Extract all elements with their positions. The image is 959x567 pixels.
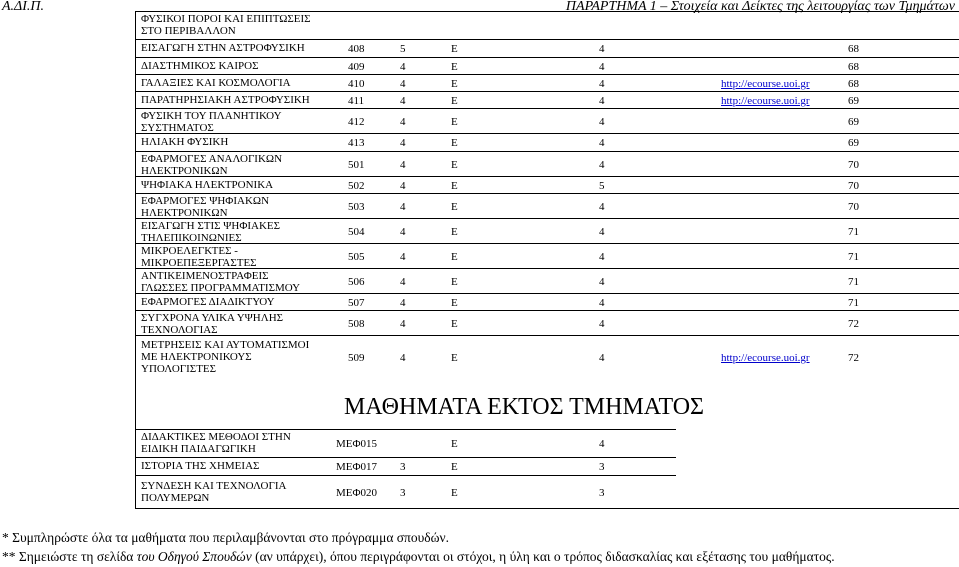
- course-name: [141, 43, 305, 55]
- course-name-line: ΜΕ ΗΛΕΚΤΡΟΝΙΚΟΥΣ: [141, 351, 252, 363]
- course-name-line: ΔΙΔΑΚΤΙΚΕΣ ΜΕΘΟΔΟΙ ΣΤΗΝ: [141, 431, 291, 443]
- course-name-line: ΗΛΙΑΚΗ ΦΥΣΙΚΗ: [141, 136, 229, 148]
- course-name-line: ΜΕΤΡΗΣΕΙΣ ΚΑΙ ΑΥΤΟΜΑΤΙΣΜΟΙ: [141, 339, 310, 351]
- course-name: [141, 180, 273, 192]
- table-row: [136, 108, 959, 134]
- course-code: 408: [348, 43, 365, 55]
- course-name: [141, 95, 310, 107]
- course-name-line: ΣΥΓΧΡΟΝΑ ΥΛΙΚΑ ΥΨΗΛΗΣ: [141, 312, 284, 324]
- course-credits: 4: [400, 137, 406, 149]
- course-code: 508: [348, 318, 365, 330]
- course-hours: 4: [599, 438, 605, 450]
- table-row: [136, 243, 959, 269]
- course-name-line: ΤΗΛΕΠΙΚΟΙΝΩΝΙΕΣ: [141, 232, 242, 244]
- course-page: 69: [848, 137, 859, 149]
- course-credits: 3: [400, 487, 406, 499]
- courses-table: [135, 11, 959, 509]
- footnote-2: [2, 549, 835, 564]
- course-page: 69: [848, 95, 859, 107]
- course-code: 410: [348, 78, 365, 90]
- course-link[interactable]: http://ecourse.uoi.gr: [721, 78, 810, 90]
- course-credits: 4: [400, 226, 406, 238]
- course-credits: 4: [400, 297, 406, 309]
- course-name-line: ΤΕΧΝΟΛΟΓΙΑΣ: [141, 324, 218, 336]
- course-code: 412: [348, 116, 365, 128]
- course-type: Ε: [451, 438, 458, 450]
- footnote-2-start: ** Σημειώστε τη σελίδα: [2, 549, 137, 564]
- table-row: [136, 74, 959, 92]
- course-code: 502: [348, 180, 365, 192]
- course-name: [141, 340, 309, 376]
- course-credits: 4: [400, 180, 406, 192]
- course-name: [141, 313, 283, 337]
- table-row: [136, 268, 959, 294]
- course-page: 71: [848, 251, 859, 263]
- course-page: 72: [848, 318, 859, 330]
- course-hours: 4: [599, 43, 605, 55]
- course-name: [141, 61, 259, 73]
- course-name-line: ΑΝΤΙΚΕΙΜΕΝΟΣΤΡΑΦΕΙΣ: [141, 270, 269, 282]
- course-name-line: ΜΙΚΡΟΕΠΕΞΕΡΓΑΣΤΕΣ: [141, 257, 257, 269]
- course-type: Ε: [451, 276, 458, 288]
- course-credits: 4: [400, 95, 406, 107]
- course-name-line: ΕΦΑΡΜΟΓΕΣ ΔΙΑΔΙΚΤΥΟΥ: [141, 296, 275, 308]
- course-hours: 5: [599, 180, 605, 192]
- course-code: 409: [348, 61, 365, 73]
- course-code: 506: [348, 276, 365, 288]
- course-name-line: ΓΑΛΑΞΙΕΣ ΚΑΙ ΚΟΣΜΟΛΟΓΙΑ: [141, 77, 291, 89]
- table-row: [136, 310, 959, 336]
- table-row: [136, 57, 959, 75]
- course-page: 70: [848, 180, 859, 192]
- course-name-line: ΗΛΕΚΤΡΟΝΙΚΩΝ: [141, 207, 228, 219]
- course-hours: 4: [599, 276, 605, 288]
- table-row: [136, 39, 959, 58]
- course-page: 68: [848, 61, 859, 73]
- course-credits: 4: [400, 276, 406, 288]
- course-credits: 4: [400, 318, 406, 330]
- course-name-line: ΕΙΔΙΚΗ ΠΑΙΔΑΓΩΓΙΚΗ: [141, 443, 256, 455]
- course-hours: 3: [599, 487, 605, 499]
- course-hours: 4: [599, 318, 605, 330]
- course-type: Ε: [451, 251, 458, 263]
- course-hours: 4: [599, 159, 605, 171]
- course-type: Ε: [451, 43, 458, 55]
- course-code: 413: [348, 137, 365, 149]
- course-page: 71: [848, 226, 859, 238]
- course-type: Ε: [451, 61, 458, 73]
- course-hours: 4: [599, 226, 605, 238]
- table-row: [136, 151, 959, 177]
- course-credits: 5: [400, 43, 406, 55]
- course-hours: 4: [599, 61, 605, 73]
- course-code: 507: [348, 297, 365, 309]
- course-type: Ε: [451, 137, 458, 149]
- course-name-line: ΦΥΣΙΚΟΙ ΠΟΡΟΙ ΚΑΙ ΕΠΙΠΤΩΣΕΙΣ: [141, 13, 311, 25]
- course-hours: 4: [599, 78, 605, 90]
- course-type: Ε: [451, 78, 458, 90]
- course-name-line: ΕΦΑΡΜΟΓΕΣ ΨΗΦΙΑΚΩΝ: [141, 195, 270, 207]
- table-row: [136, 176, 959, 194]
- course-name-line: ΜΙΚΡΟΕΛΕΓΚΤΕΣ -: [141, 245, 238, 257]
- course-credits: 4: [400, 159, 406, 171]
- course-name: [141, 271, 300, 295]
- course-hours: 3: [599, 461, 605, 473]
- course-type: Ε: [451, 352, 458, 364]
- course-hours: 4: [599, 116, 605, 128]
- course-code: 504: [348, 226, 365, 238]
- table-row: [136, 475, 676, 509]
- course-name: [141, 221, 280, 245]
- course-page: 68: [848, 78, 859, 90]
- course-credits: 4: [400, 116, 406, 128]
- table-row: [136, 335, 959, 379]
- course-hours: 4: [599, 297, 605, 309]
- course-code: 509: [348, 352, 365, 364]
- course-name-line: ΦΥΣΙΚΗ ΤΟΥ ΠΛΑΝΗΤΙΚΟΥ: [141, 110, 282, 122]
- course-hours: 4: [599, 352, 605, 364]
- course-name: [141, 461, 259, 473]
- table-row: [136, 218, 959, 244]
- course-name: [141, 297, 275, 309]
- course-type: Ε: [451, 461, 458, 473]
- course-page: 72: [848, 352, 859, 364]
- header-right: ΠΑΡΑΡΤΗΜΑ 1 – Στοιχεία και Δείκτες της λειτουργίας των Τμημάτων: [565, 0, 955, 14]
- course-name-line: ΕΦΑΡΜΟΓΕΣ ΑΝΑΛΟΓΙΚΩΝ: [141, 153, 283, 165]
- course-name: [141, 196, 269, 220]
- course-code: ΜΕΦ017: [336, 461, 378, 473]
- course-name: [141, 481, 286, 505]
- course-code: 505: [348, 251, 365, 263]
- course-name-line: ΠΟΛΥΜΕΡΩΝ: [141, 492, 210, 504]
- course-link[interactable]: http://ecourse.uoi.gr: [721, 352, 810, 364]
- course-hours: 4: [599, 137, 605, 149]
- course-type: Ε: [451, 226, 458, 238]
- course-name-line: ΗΛΕΚΤΡΟΝΙΚΩΝ: [141, 165, 228, 177]
- course-name-line: ΣΥΝΔΕΣΗ ΚΑΙ ΤΕΧΝΟΛΟΓΙΑ: [141, 480, 287, 492]
- course-name-line: ΣΤΟ ΠΕΡΙΒΑΛΛΟΝ: [141, 25, 236, 37]
- course-name: [141, 137, 228, 149]
- course-link[interactable]: http://ecourse.uoi.gr: [721, 95, 810, 107]
- course-type: Ε: [451, 159, 458, 171]
- course-type: Ε: [451, 201, 458, 213]
- course-page: 71: [848, 297, 859, 309]
- section-title: ΜΑΘΗΜΑΤΑ ΕΚΤΟΣ ΤΜΗΜΑΤΟΣ: [343, 394, 705, 420]
- course-credits: 4: [400, 201, 406, 213]
- course-name-line: ΓΛΩΣΣΕΣ ΠΡΟΓΡΑΜΜΑΤΙΣΜΟΥ: [141, 282, 301, 294]
- table-row: [136, 293, 959, 311]
- course-type: Ε: [451, 318, 458, 330]
- table-row: [136, 11, 959, 40]
- course-hours: 4: [599, 251, 605, 263]
- table-row: [136, 429, 676, 458]
- course-type: Ε: [451, 180, 458, 192]
- course-hours: 4: [599, 201, 605, 213]
- course-code: 503: [348, 201, 365, 213]
- course-name: [141, 78, 291, 90]
- course-name: [141, 432, 291, 456]
- course-type: Ε: [451, 297, 458, 309]
- table-row: [136, 133, 959, 152]
- course-credits: 4: [400, 78, 406, 90]
- course-page: 69: [848, 116, 859, 128]
- header-left: Α.ΔΙ.Π.: [2, 0, 45, 14]
- course-name-line: ΥΠΟΛΟΓΙΣΤΕΣ: [141, 363, 217, 375]
- course-page: 71: [848, 276, 859, 288]
- course-credits: 4: [400, 251, 406, 263]
- course-name-line: ΔΙΑΣΤΗΜΙΚΟΣ ΚΑΙΡΟΣ: [141, 60, 259, 72]
- course-name: [141, 14, 311, 38]
- course-name-line: ΙΣΤΟΡΙΑ ΤΗΣ ΧΗΜΕΙΑΣ: [141, 460, 260, 472]
- course-code: 411: [348, 95, 365, 107]
- course-name-line: ΕΙΣΑΓΩΓΗ ΣΤΙΣ ΨΗΦΙΑΚΕΣ: [141, 220, 281, 232]
- course-code: 501: [348, 159, 365, 171]
- course-name-line: ΕΙΣΑΓΩΓΗ ΣΤΗΝ ΑΣΤΡΟΦΥΣΙΚΗ: [141, 42, 305, 54]
- course-type: Ε: [451, 487, 458, 499]
- course-credits: 4: [400, 61, 406, 73]
- course-page: 70: [848, 159, 859, 171]
- footnote-2-end: (αν υπάρχει), όπου περιγράφονται οι στόχοι, η ύλη και ο τρόπος διδασκαλίας και εξέτασης του μαθήματος.: [251, 549, 835, 564]
- course-type: Ε: [451, 95, 458, 107]
- footnote-2-italic: του Οδηγού Σπουδών: [136, 549, 252, 564]
- footnote-1: * Συμπληρώστε όλα τα μαθήματα που περιλαμβάνονται στο πρόγραμμα σπουδών.: [2, 530, 450, 545]
- table-row: [136, 193, 959, 219]
- course-code: ΜΕΦ015: [336, 438, 378, 450]
- course-credits: 3: [400, 461, 406, 473]
- course-name-line: ΠΑΡΑΤΗΡΗΣΙΑΚΗ ΑΣΤΡΟΦΥΣΙΚΗ: [141, 94, 310, 106]
- table-row: [136, 91, 959, 109]
- course-name: [141, 246, 257, 270]
- course-code: ΜΕΦ020: [336, 487, 378, 499]
- course-page: 70: [848, 201, 859, 213]
- course-name: [141, 111, 282, 135]
- course-name-line: ΨΗΦΙΑΚΑ ΗΛΕΚΤΡΟΝΙΚΑ: [141, 179, 274, 191]
- course-page: 68: [848, 43, 859, 55]
- course-type: Ε: [451, 116, 458, 128]
- course-name: [141, 154, 282, 178]
- table-row: [136, 457, 676, 476]
- course-name-line: ΣΥΣΤΗΜΑΤΟΣ: [141, 122, 214, 134]
- course-hours: 4: [599, 95, 605, 107]
- course-credits: 4: [400, 352, 406, 364]
